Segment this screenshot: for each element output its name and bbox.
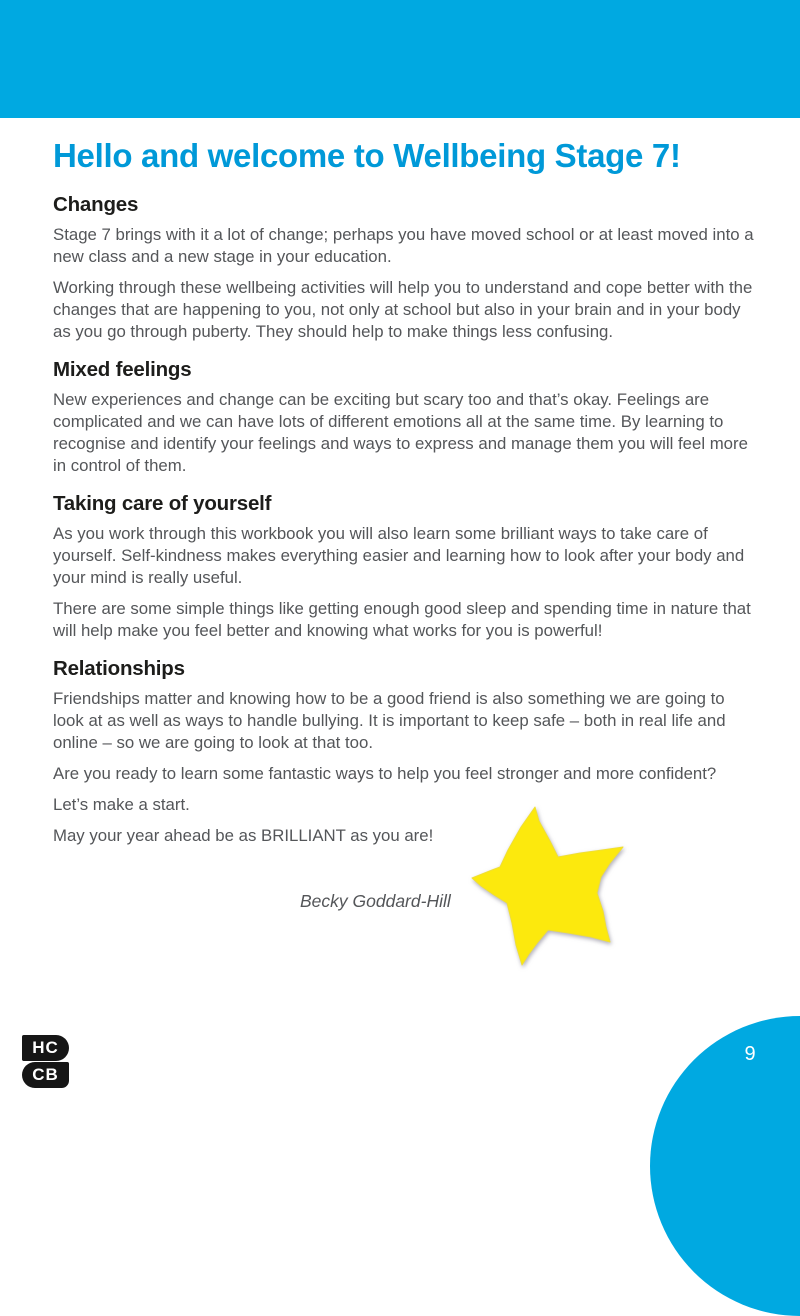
paragraph: New experiences and change can be exciting but scary too and that’s okay. Feelings are complicated and we can have lots of different emotions all at the same time. By learning to recognise and identify your feelings and ways to express and manage them you will feel more in control of them. xyxy=(53,390,748,475)
section-heading: Taking care of yourself xyxy=(53,492,272,515)
page-title: Hello and welcome to Wellbeing Stage 7! xyxy=(53,137,681,174)
author-signature: Becky Goddard-Hill xyxy=(300,891,451,911)
paragraph: As you work through this workbook you will also learn some brilliant ways to take care of yourself. Self-kindness makes everything easier and learning how to look after your body and your mind is really useful. xyxy=(53,524,745,587)
page-number: 9 xyxy=(744,1043,756,1065)
paragraph: Friendships matter and knowing how to be a good friend is also something we are going to look at as well as ways to handle bullying. It is important to keep safe – both in real life and online – so we are going to look at that too. xyxy=(53,689,726,752)
section-taking-care-of-yourself xyxy=(53,492,763,642)
paragraph: May your year ahead be as BRILLIANT as you are! xyxy=(53,826,434,845)
section-heading: Mixed feelings xyxy=(53,358,192,381)
paragraph: Are you ready to learn some fantastic ways to help you feel stronger and more confident? xyxy=(53,764,717,783)
star-icon xyxy=(450,795,660,995)
header-band xyxy=(0,0,800,118)
paragraph: Stage 7 brings with it a lot of change; perhaps you have moved school or at least moved into a new class and a new stage in your education. xyxy=(53,225,754,266)
star-illustration xyxy=(450,795,660,995)
section-changes xyxy=(53,193,763,343)
main-content xyxy=(53,118,763,912)
publisher-logo-bottom: CB xyxy=(22,1062,69,1088)
section-heading: Relationships xyxy=(53,657,185,680)
section-mixed-feelings xyxy=(53,358,763,477)
section-heading: Changes xyxy=(53,193,139,216)
paragraph: Working through these wellbeing activities will help you to understand and cope better with the changes that are happening to you, not only at school but also in your brain and in your body as you go through puberty. They should help to make things less confusing. xyxy=(53,278,753,341)
publisher-logo-top: HC xyxy=(22,1035,69,1061)
paragraph: There are some simple things like getting enough good sleep and spending time in nature that will help make you feel better and knowing what works for you is powerful! xyxy=(53,599,751,640)
publisher-logo xyxy=(22,1035,70,1089)
page-number-circle xyxy=(650,1016,800,1316)
paragraph: Let’s make a start. xyxy=(53,795,190,814)
